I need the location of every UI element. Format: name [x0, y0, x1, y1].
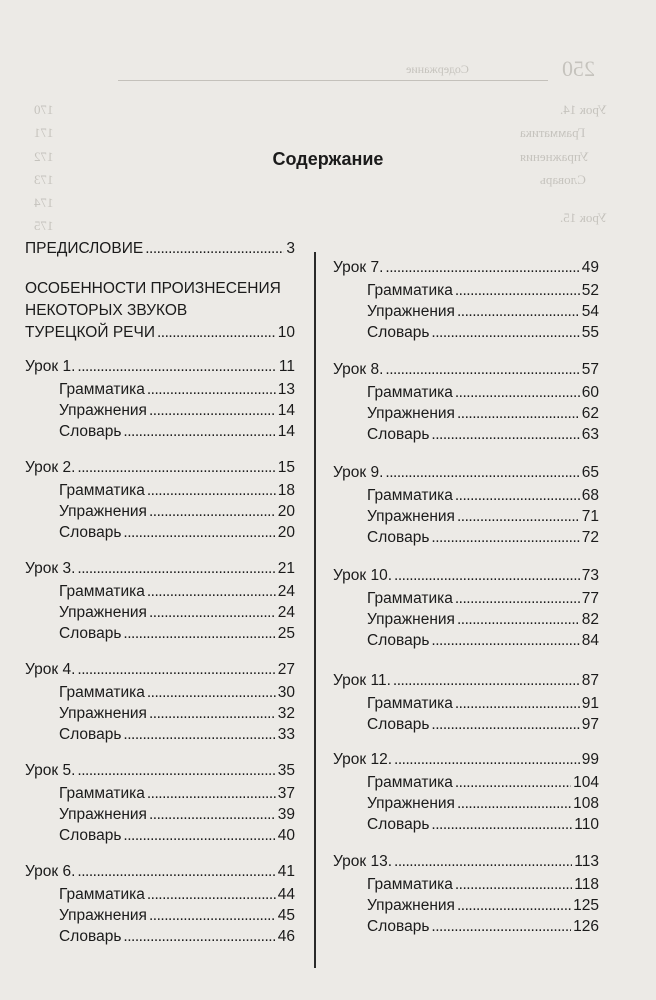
leader-dots [77, 558, 275, 580]
leader-dots [394, 851, 572, 873]
toc-page-number: 21 [277, 560, 295, 577]
toc-entry-lesson[interactable] [333, 257, 599, 281]
toc-page-number: 37 [277, 785, 295, 802]
toc-page-number: 27 [277, 661, 295, 678]
toc-entry-label: Упражнения [367, 405, 455, 422]
toc-entry-label: Урок 5. [25, 762, 76, 779]
toc-page-number: 39 [277, 806, 295, 823]
toc-entry-label: Урок 4. [25, 661, 76, 678]
toc-entry-subsection[interactable] [59, 926, 295, 950]
toc-entry-subsection[interactable] [367, 714, 599, 738]
toc-entry-label: Урок 6. [25, 863, 76, 880]
toc-page-number: 18 [277, 482, 295, 499]
toc-page-number: 49 [581, 259, 599, 276]
bleed-line: Урок 15. [560, 210, 607, 225]
toc-entry-label: Грамматика [59, 785, 145, 802]
toc-page-number: 72 [581, 529, 599, 546]
toc-entry-label: Урок 2. [25, 459, 76, 476]
toc-entry-label: Словарь [367, 716, 430, 733]
toc-entry-label: Грамматика [59, 482, 145, 499]
bleed-page: 174 [34, 195, 54, 210]
toc-page-number: 54 [581, 303, 599, 320]
toc-entry-label: Упражнения [367, 508, 455, 525]
leader-dots [457, 793, 571, 815]
column-divider [314, 252, 316, 968]
toc-page-number: 99 [581, 751, 599, 768]
bleed-page: 172 [34, 149, 54, 164]
toc-entry-label: Урок 9. [333, 464, 384, 481]
toc-page-number: 15 [277, 459, 295, 476]
leader-dots [431, 630, 579, 652]
toc-page-number: 62 [581, 405, 599, 422]
leader-dots [149, 703, 276, 725]
toc-entry-subsection[interactable] [367, 814, 599, 838]
leader-dots [149, 501, 276, 523]
leader-dots [393, 670, 580, 692]
toc-page-number: 60 [581, 384, 599, 401]
leader-dots [157, 322, 276, 344]
toc-page-number: 125 [573, 897, 599, 914]
toc-page-number: 13 [277, 381, 295, 398]
leader-dots [149, 602, 276, 624]
toc-page-number: 71 [581, 508, 599, 525]
toc-entry-label: Словарь [367, 324, 430, 341]
toc-entry-label-line: ОСОБЕННОСТИ ПРОИЗНЕСЕНИЯ [25, 280, 281, 297]
leader-dots [77, 760, 275, 782]
toc-page-number: 108 [573, 795, 599, 812]
leader-dots [457, 301, 580, 323]
toc-entry-label: Словарь [367, 632, 430, 649]
toc-entry-subsection[interactable] [59, 421, 295, 445]
toc-entry-label-line: НЕКОТОРЫХ ЗВУКОВ [25, 302, 188, 319]
toc-entry-lesson[interactable] [333, 359, 599, 383]
leader-dots [431, 814, 572, 836]
leader-dots [77, 861, 275, 883]
toc-entry-label: Грамматика [367, 876, 453, 893]
toc-entry-label: Грамматика [367, 695, 453, 712]
toc-page-number: 77 [581, 590, 599, 607]
leader-dots [455, 874, 572, 896]
leader-dots [431, 322, 579, 344]
toc-entry-label: Упражнения [59, 604, 147, 621]
toc-page-number: 46 [277, 928, 295, 945]
toc-page-number: 14 [277, 423, 295, 440]
toc-entry-label: Словарь [367, 918, 430, 935]
toc-entry-label: Грамматика [367, 282, 453, 299]
toc-entry-label: Урок 13. [333, 853, 393, 870]
toc-page-number: 91 [581, 695, 599, 712]
toc-entry-label: Упражнения [367, 611, 455, 628]
toc-entry-label: ПРЕДИСЛОВИЕ [25, 240, 144, 257]
toc-entry-lesson[interactable] [25, 861, 295, 885]
bleed-page: 170 [34, 102, 54, 117]
toc-entry-subsection[interactable] [59, 522, 295, 546]
leader-dots [77, 457, 275, 479]
toc-entry-pronunciation[interactable] [25, 278, 295, 344]
toc-entry-lesson[interactable] [25, 356, 295, 380]
toc-page-number: 14 [277, 402, 295, 419]
toc-entry-label: Грамматика [367, 487, 453, 504]
toc-entry-lesson[interactable] [333, 565, 599, 589]
toc-entry-lesson[interactable] [25, 659, 295, 683]
toc-entry-label: Словарь [59, 928, 122, 945]
leader-dots [385, 359, 579, 381]
toc-entry-label: Урок 11. [333, 672, 391, 689]
toc-page-number: 44 [277, 886, 295, 903]
toc-entry-label: Словарь [59, 827, 122, 844]
toc-entry-label-line: ТУРЕЦКОЙ РЕЧИ [25, 324, 155, 341]
toc-entry-label: Грамматика [367, 590, 453, 607]
toc-entry-lesson[interactable] [25, 558, 295, 582]
toc-page-number: 20 [277, 524, 295, 541]
toc-entry-label: Грамматика [367, 384, 453, 401]
toc-entry-lesson[interactable] [333, 462, 599, 486]
toc-entry-subsection[interactable] [367, 424, 599, 448]
toc-entry-label: Грамматика [59, 381, 145, 398]
leader-dots [123, 926, 275, 948]
toc-entry-label: Словарь [367, 816, 430, 833]
leader-dots [123, 825, 275, 847]
toc-page-number: 24 [277, 583, 295, 600]
toc-page-number: 82 [581, 611, 599, 628]
toc-entry-label: Упражнения [367, 795, 455, 812]
toc-page-number: 25 [277, 625, 295, 642]
toc-page-number: 33 [277, 726, 295, 743]
leader-dots [147, 682, 276, 704]
leader-dots [123, 421, 275, 443]
toc-entry-label: Словарь [59, 726, 122, 743]
toc-page-number: 24 [277, 604, 295, 621]
toc-page-number: 41 [277, 863, 295, 880]
toc-page-number: 104 [573, 774, 599, 791]
leader-dots [147, 480, 276, 502]
leader-dots [457, 506, 580, 528]
toc-entry-subsection[interactable] [367, 916, 599, 940]
toc-entry-label: Урок 8. [333, 361, 384, 378]
leader-dots [394, 565, 580, 587]
toc-page-number: 118 [574, 876, 599, 893]
toc-page-number: 110 [574, 816, 599, 833]
leader-dots [455, 693, 580, 715]
leader-dots [457, 609, 580, 631]
leader-dots [123, 522, 275, 544]
leader-dots [394, 749, 580, 771]
bleed-line: Урок 14. [560, 102, 607, 117]
toc-entry-label: Урок 12. [333, 751, 393, 768]
toc-entry-label: Урок 10. [333, 567, 393, 584]
toc-entry-label: Урок 7. [333, 259, 384, 276]
leader-dots [147, 581, 276, 603]
leader-dots [457, 403, 580, 425]
toc-entry-subsection[interactable] [367, 527, 599, 551]
leader-dots [123, 724, 275, 746]
toc-entry-label: Словарь [59, 423, 122, 440]
toc-entry-label: Урок 3. [25, 560, 76, 577]
bleed-page: 175 [34, 218, 54, 233]
toc-page-number: 68 [581, 487, 599, 504]
toc-entry-lesson[interactable] [333, 670, 599, 694]
leader-dots [455, 588, 580, 610]
toc-entry-label: Упражнения [59, 907, 147, 924]
toc-entry-lesson[interactable] [333, 749, 599, 773]
bleed-header: Содержание [406, 62, 469, 76]
leader-dots [431, 424, 579, 446]
toc-page-number: 126 [573, 918, 599, 935]
leader-dots [123, 623, 275, 645]
toc-entry-label: Упражнения [367, 897, 455, 914]
toc-page-number: 45 [277, 907, 295, 924]
toc-page-number: 73 [581, 567, 599, 584]
toc-page-number: 3 [286, 240, 295, 257]
toc-page-number: 20 [277, 503, 295, 520]
toc-entry-label: Упражнения [59, 503, 147, 520]
leader-dots [385, 257, 579, 279]
bleed-page: 171 [34, 125, 54, 140]
leader-dots [455, 485, 580, 507]
leader-dots [147, 379, 276, 401]
toc-entry-subsection[interactable] [59, 623, 295, 647]
toc-entry-lesson[interactable] [25, 457, 295, 481]
bleed-page-number: 250 [562, 56, 595, 81]
toc-page-number: 52 [581, 282, 599, 299]
toc-page-number: 10 [277, 324, 295, 341]
toc-entry-subsection[interactable] [59, 724, 295, 748]
toc-page-number: 30 [277, 684, 295, 701]
toc-page-number: 113 [574, 853, 599, 870]
leader-dots [147, 884, 276, 906]
toc-entry-label: Словарь [367, 426, 430, 443]
bleed-line: Словарь [540, 172, 586, 187]
toc-entry-label: Упражнения [367, 303, 455, 320]
toc-page-number: 63 [581, 426, 599, 443]
leader-dots [431, 714, 579, 736]
bleed-page: 173 [34, 172, 54, 187]
toc-entry-label: Словарь [367, 529, 430, 546]
toc-entry-label: Упражнения [59, 806, 147, 823]
toc-page-number: 40 [277, 827, 295, 844]
toc-page-number: 84 [581, 632, 599, 649]
leader-dots [145, 238, 284, 260]
toc-entry-label: Грамматика [59, 886, 145, 903]
leader-dots [431, 527, 579, 549]
toc-entry-subsection[interactable] [367, 630, 599, 654]
toc-entry-lesson[interactable] [333, 851, 599, 875]
toc-page-number: 65 [581, 464, 599, 481]
page-title: Содержание [272, 149, 384, 169]
toc-entry-label: Словарь [59, 524, 122, 541]
leader-dots [149, 804, 276, 826]
toc-entry-subsection[interactable] [367, 322, 599, 346]
bleed-rule [118, 80, 548, 81]
toc-entry-label: Грамматика [367, 774, 453, 791]
leader-dots [385, 462, 579, 484]
toc-page-number: 55 [581, 324, 599, 341]
toc-entry-label: Упражнения [59, 402, 147, 419]
leader-dots [77, 659, 275, 681]
leader-dots [431, 916, 571, 938]
toc-entry-preface[interactable] [25, 238, 295, 262]
toc-page-number: 32 [277, 705, 295, 722]
toc-entry-label: Урок 1. [25, 358, 76, 375]
toc-entry-lesson[interactable] [25, 760, 295, 784]
leader-dots [455, 280, 580, 302]
leader-dots [455, 382, 580, 404]
toc-entry-label: Словарь [59, 625, 122, 642]
toc-page-number: 97 [581, 716, 599, 733]
toc-page-number: 35 [277, 762, 295, 779]
toc-page-number: 11 [278, 358, 295, 375]
toc-entry-label: Грамматика [59, 583, 145, 600]
leader-dots [457, 895, 571, 917]
leader-dots [77, 356, 277, 378]
toc-page-number: 57 [581, 361, 599, 378]
toc-entry-label: Упражнения [59, 705, 147, 722]
toc-page-number: 87 [581, 672, 599, 689]
bleed-line: Упражнения [520, 149, 589, 164]
leader-dots [149, 905, 276, 927]
toc-entry-subsection[interactable] [59, 825, 295, 849]
toc-entry-label: Грамматика [59, 684, 145, 701]
leader-dots [147, 783, 276, 805]
bleed-line: Грамматика [520, 125, 586, 140]
leader-dots [455, 772, 571, 794]
leader-dots [149, 400, 276, 422]
